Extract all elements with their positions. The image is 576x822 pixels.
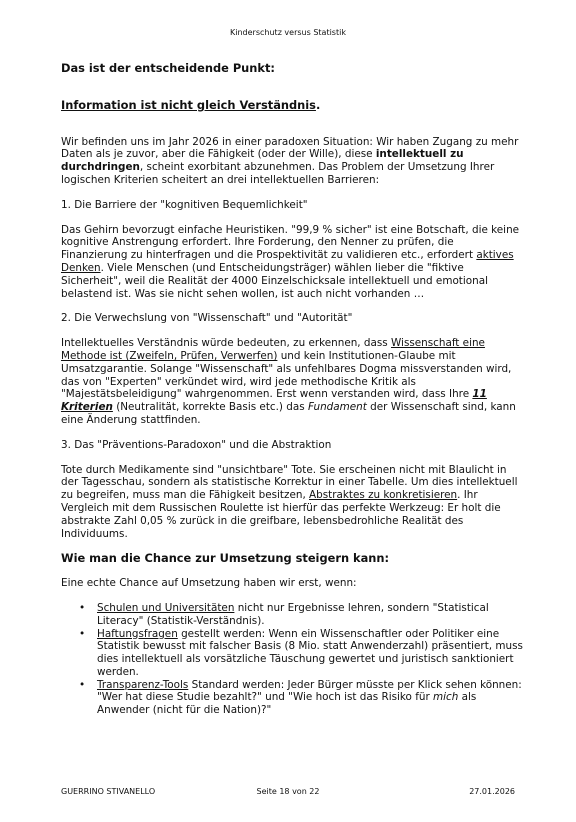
s1-text-a: Das Gehirn bevorzugt einfache Heuristiken. "99,9 % sicher" ist eine Botschaft, die keine kognitive Anstrengung erfordert. Ihre Forderung, den Nenner zu prüfen, die Finanzierung zu hinterfragen und die Prospektivität zu validieren etc., erfordert [61,223,520,262]
s2-text-c: und kein Institutionen-Glaube mit Umsatzgarantie. Solange "Wissenschaft" als unfehlbares Dogma missverstanden wird, das von "Experten" verkündet wird, wird jede methodische Kritik als "Majestätsbeleidigung" wahrgenommen. Erst wenn verstanden wird, dass Ihre [61,349,512,401]
list-item-text: Standard werden: Jeder Bürger müsste per Klick sehen können: "Wer hat diese Studie bezahlt?" und "Wie hoch ist das Risiko für [97,678,522,704]
list-item [61,628,523,679]
intro-text-a: Wir befinden uns im Jahr 2026 in einer paradoxen Situation: Wir haben Zugang zu mehr Daten als je zuvor, aber die Fähigkeit (oder der Wille), diese [61,135,519,161]
footer-date: 27.01.2026 [469,787,515,796]
s1-underline: aktives Denken [61,249,514,274]
heading-decisive-point: Das ist der entscheidende Punkt: [61,61,275,75]
s1-text-c: . Viele Menschen (und Entscheidungsträger) wählen lieber die "fiktive Sicherheit", weil die Realität der 4000 Einzelschicksale intellektuell und emotional belastend ist. Was sie nicht sehen wollen, ist auch nicht vorhanden … [61,261,488,300]
list-item-text: nicht nur Ergebnisse lehren, sondern "Statistical Literacy" (Statistik-Verständnis). [97,601,489,627]
heading-chance-text: Wie man die Chance zur Umsetzung steigern kann [61,551,385,566]
requirements-list [61,602,523,717]
section-3-title: 3. Das "Präventions-Paradoxon" und die Abstraktion [61,438,332,451]
s2-text-a: Intellektuelles Verständnis würde bedeuten, zu erkennen, dass [61,337,392,350]
s2-underline: Wissenschaft eine Methode ist (Zweifeln, Prüfen, Verwerfen) [61,337,485,362]
footer-author: GUERRINO STIVANELLO [61,787,156,796]
s3-underline: Abstraktes zu konkretisieren [309,489,458,502]
list-item [61,602,523,628]
heading-chance [61,552,523,565]
s2-text-e: (Neutralität, korrekte Basis etc.) das [112,401,308,414]
s2-criteria: 11 Kriterien [61,388,487,414]
list-item-text-end: als Anwender (nicht für die Nation)?" [97,691,477,717]
heading-information-period: . [315,97,321,112]
intro-text-c: , scheint exorbitant abzunehmen. Das Problem der Umsetzung Ihrer logischen Kriterien scheitert an drei intellektuellen Barrieren: [61,161,495,186]
intro-paragraph [61,136,523,187]
chance-intro: Eine echte Chance auf Umsetzung haben wir erst, wenn: [61,577,357,590]
section-1-title: 1. Die Barriere der "kognitiven Bequemlichkeit" [61,198,308,211]
section-1-paragraph [61,224,523,301]
list-item [61,679,523,717]
s3-text-c: . Ihr Vergleich mit dem Russischen Roulette ist hierfür das perfekte Werkzeug: Er holt die abstrakte Zahl 0,05 % zurück in die greifbare, lebensbedrohliche Realität des Individuums. [61,489,501,540]
section-3-paragraph [61,464,523,541]
document-body [61,62,523,717]
s2-text-g: der Wissenschaft sind, kann eine Änderung stattfinden. [61,401,516,426]
list-item-underline: Haftungsfragen [97,627,178,640]
list-item-underline: Schulen und Universitäten [97,601,235,614]
list-item-underline: Transparenz-Tools [97,678,189,691]
heading-information [61,99,523,112]
section-2-title: 2. Die Verwechslung von "Wissenschaft" und "Autorität" [61,312,353,325]
heading-chance-colon: : [384,551,390,566]
s3-text-a: Tote durch Medikamente sind "unsichtbare" Tote. Sie erscheinen nicht mit Blaulicht in der Tagesschau, sondern als statistische Korrektur in einer Tabelle. Um dies intellektuell zu begreifen, muss man die Fähigkeit besitzen, [61,463,518,502]
section-2-paragraph [61,337,523,427]
page-header: Kinderschutz versus Statistik [230,28,346,37]
list-item-italic: mich [433,691,459,704]
list-item-text: gestellt werden: Wenn ein Wissenschaftler oder Politiker eine Statistik bewusst mit falscher Basis (8 Mio. statt Anwenderzahl) präsentiert, muss dies intellektuell als vorsätzliche Täuschung gewertet und juristisch sanktioniert werden. [97,627,523,678]
footer-page-number: Seite 18 von 22 [256,787,320,796]
s2-italic: Fundament [307,401,367,414]
intro-bold: intellektuell zu durchdringen [61,148,464,174]
heading-information-text: Information ist nicht gleich Verständnis [61,97,316,112]
